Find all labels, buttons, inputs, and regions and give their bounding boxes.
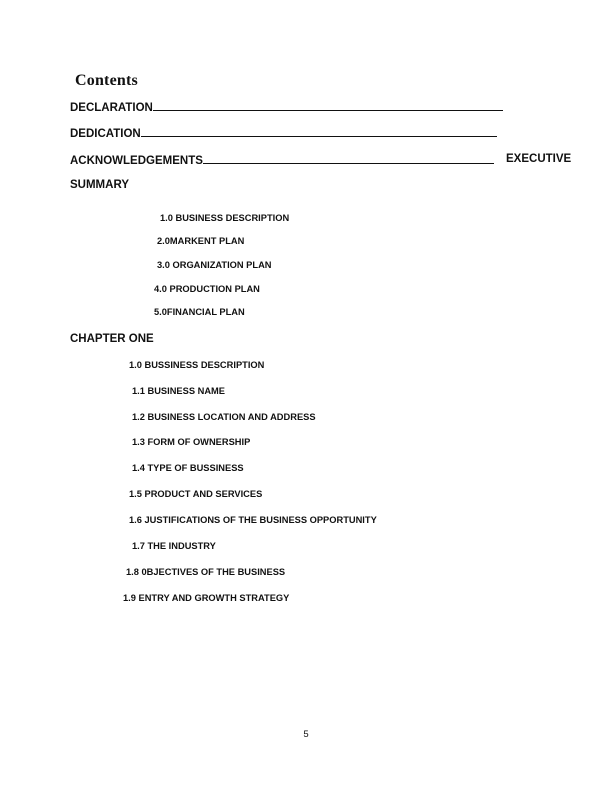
toc-chapter-item[interactable]: 1.9 ENTRY AND GROWTH STRATEGY bbox=[123, 593, 290, 603]
toc-chapter-item[interactable]: 1.3 FORM OF OWNERSHIP bbox=[132, 437, 251, 447]
toc-chapter-item[interactable]: 1.4 TYPE OF BUSSINESS bbox=[132, 463, 244, 473]
toc-chapter-item[interactable]: 1.7 THE INDUSTRY bbox=[132, 541, 216, 551]
page-number: 5 bbox=[303, 729, 309, 740]
toc-entry-label: DECLARATION bbox=[70, 102, 153, 114]
toc-chapter-item[interactable]: 1.5 PRODUCT AND SERVICES bbox=[129, 489, 263, 499]
toc-chapter-item[interactable]: 1.1 BUSINESS NAME bbox=[132, 386, 225, 396]
toc-summary-item[interactable]: 1.0 BUSINESS DESCRIPTION bbox=[160, 213, 290, 223]
toc-summary-item[interactable]: 3.0 ORGANIZATION PLAN bbox=[157, 260, 272, 270]
toc-summary-item[interactable]: 4.0 PRODUCTION PLAN bbox=[154, 284, 260, 294]
toc-entry-label: ACKNOWLEDGEMENTS bbox=[70, 155, 203, 167]
toc-entry-label: DEDICATION bbox=[70, 128, 141, 140]
leader-line bbox=[203, 153, 494, 164]
toc-entry-chapter-one[interactable] bbox=[70, 333, 154, 345]
toc-chapter-item[interactable]: 1.2 BUSINESS LOCATION AND ADDRESS bbox=[132, 412, 316, 422]
toc-entry-label: SUMMARY bbox=[70, 179, 129, 191]
leader-line bbox=[141, 126, 497, 137]
toc-entry-summary[interactable] bbox=[70, 179, 129, 191]
toc-chapter-item[interactable]: 1.0 BUSSINESS DESCRIPTION bbox=[129, 360, 265, 370]
toc-chapter-item[interactable]: 1.8 0BJECTIVES OF THE BUSINESS bbox=[126, 567, 286, 577]
toc-summary-item[interactable]: 5.0FINANCIAL PLAN bbox=[154, 307, 245, 317]
toc-entry-declaration[interactable] bbox=[70, 100, 503, 114]
toc-entry-label: CHAPTER ONE bbox=[70, 333, 154, 345]
toc-summary-item[interactable]: 2.0MARKENT PLAN bbox=[157, 236, 245, 246]
toc-entry-acknowledgements[interactable] bbox=[70, 153, 494, 167]
toc-entry-dedication[interactable] bbox=[70, 126, 497, 140]
leader-line bbox=[153, 100, 503, 111]
page-title: Contents bbox=[75, 72, 138, 89]
toc-entry-executive[interactable] bbox=[506, 153, 571, 165]
toc-entry-label: EXECUTIVE bbox=[506, 153, 572, 165]
toc-chapter-item[interactable]: 1.6 JUSTIFICATIONS OF THE BUSINESS OPPORTUNITY bbox=[129, 515, 377, 525]
